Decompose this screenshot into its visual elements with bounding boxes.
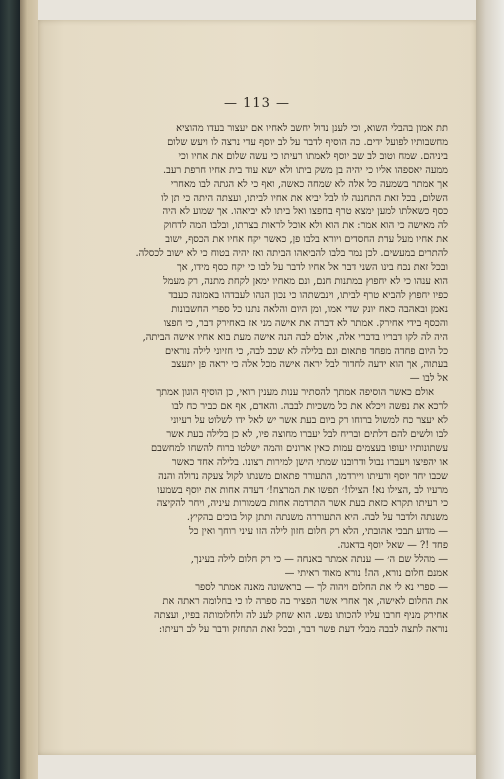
text-line: אך אמתר בשמעה כל אלה לא שמחה כאשה, ואף כי לא הגתה לבו מאחרי xyxy=(170,178,448,190)
body-text xyxy=(68,122,448,637)
page-sheet xyxy=(38,20,476,755)
text-line: — מהלל שם ה׳ — ענתה אמתר באנחה — כי רק חלום לילה בעינך, xyxy=(190,554,448,566)
text-line: בעתוה, אך הוא ידעה לחדור לבל יראה אישה מכל אלה כי יראה פן יתעצב xyxy=(171,359,448,371)
text-line: או יהפיצו ויעברו נבול ודרובנו שמתי הישן למירות רצונו. בלילה אחד כאשר xyxy=(171,456,448,468)
page-number: — 113 — xyxy=(223,96,291,111)
text-line: היה לה לקו דבריו בדברי אלה, אולם לבה הנה אישה מעת בוא אחיו אישה הביתה, xyxy=(142,331,448,343)
text-line: — מדוע תבכי אהובתי, הלא רק חלום חזון לילה הזו עיני רוחך ואין כל xyxy=(189,526,448,538)
text-line: מחשבותיו לפועל ידים. כה הוסיף לדבר על לב יוסף עדי נרצה לו ויעש שלום xyxy=(167,136,448,148)
text-line: השלום, בכל זאת התחננה לו לבל יביא את אחיו לביתו, ועצתה היתה כי תן לו xyxy=(161,192,448,204)
text-line: תת אמון בהבלי השוא, וכי לענן נדול יחשב לאחיו אם יעצור בעדו מהוציא xyxy=(176,123,448,134)
text-line: נוראה לתצה לבבה מבלי דעת פשר דבר, ובכל זאת התחזק ודבר על לב רעיתו: xyxy=(158,623,448,635)
text-line: כסף כשאלתו למען ימצא טרף בחפצו ואל ביתו לא יביאהו. אך שמוע לא היה xyxy=(162,206,448,218)
text-line: את החלום לאישה, אך אחרי אשר הפציר בה ספרה לו כי בחלומה ראתה את xyxy=(162,595,448,607)
page-gutter xyxy=(20,0,38,779)
text-line: כל היום פחדה מפחד פתאום ונם בלילה לא שכב לבה, כי חזיוני לילה נוראים xyxy=(164,345,448,357)
text-line: ובכל זאת נכח בינו השני דבר אל אחיו לדבר על לבו כי יקח כסף מידו, אך xyxy=(176,262,448,274)
text-line: אל לבו — xyxy=(409,373,448,385)
text-line: — ספרי נא לי את החלום ויהוה לך — בראשונה מאנה אמתר לספר xyxy=(195,581,448,593)
text-line: מרעיו לב ,הצילו נא! הצילו!׳ תפשו את המרצח!׳ דעדה אחות את יוסף בשמעו xyxy=(157,484,448,496)
text-line: ממעה יאספהו אליו כי יהיה בן משק ביתו ולא ישא עוד בית אחיו חרפת רעב. xyxy=(162,164,448,176)
text-line: להתרים במעשים. לכן נמר בלבו להביאהו הביתה ואז יהיה בטוח כי לא ישוב לכסלה. xyxy=(135,248,448,260)
text-line: ביניהם. שמח וטוב לב שב יוסף לאמתו רעיתו כי עשה שלום את אחיו וכי xyxy=(178,150,448,162)
text-line: והכסף בידי אחירק. אמתר לא דברה את אישה מני אז באחירק דבר, כי חפצו xyxy=(163,317,448,329)
page-edge xyxy=(476,0,504,779)
text-line: כי רעיתו תקרא כזאת בעת אשר התרדמה אחות בשמורות עיניה, ויחר להקיצה xyxy=(156,498,448,510)
text-line: אמנם חלום נורא, הה! נורא מאוד ראיתי — xyxy=(284,568,448,579)
text-line: פחד !? — שאל יוסף בדאגה. xyxy=(337,540,448,552)
text-line: אולם כאשר הוסיפה אמתך להסתיר ענות מענין רואי, כן הוסיף הוגון אמתך xyxy=(156,387,434,399)
text-line: לא יעצר כח למשול ברוחו רק ביום בעת אשר יש לאל ידו לשלוט על רעיוני xyxy=(170,415,448,427)
text-line: נאמן ובאהבה כאח יונק שדי אמו, ומן היום והלאה נתנו כל ספרי החשבונות xyxy=(171,303,448,315)
text-line: לה מאישה כי הוא אמר: את הוא ולא אוכל לראות בצרתו, ובלבו המה לדחוק xyxy=(163,220,448,232)
text-line: לרכא את נפשה ויכלא את כל משכיות לבבה. והאדם, אף אם כביר כח לבו xyxy=(171,401,448,413)
book-binding xyxy=(0,0,20,779)
text-line: הוא ענהו כי לא יחפוץ במתנות חנם, ונם מאחיו ימאן לקחת מתנה, רק מעמל xyxy=(163,275,448,287)
text-line: משנתה ולדבר על לבה. היא התעוררה משנתה ותתן קול בוכים בהקיץ. xyxy=(186,512,448,524)
text-line: כפיו יחפוץ להביא טרף לביתו, וינבשתהו כי נכון הנהו לעבדהו באמונה כעבד xyxy=(168,289,448,301)
text-line: את אחיו מעל עדת החסדים ויורא בלבו פן, כאשר יקח אחיו את הכסף, ישוב xyxy=(165,234,448,246)
text-line: עשתונותיו יעופו בעצמים עמות כאין ארונים והמה ישלטו ברוח להשחו למחשבם xyxy=(151,442,448,454)
text-line: שכבו יחד יוסף ורעיתו ויירדמו, התעורר פתאום משנתו לקול צעקה נדולה והנה xyxy=(158,470,448,482)
text-line: לבו ולשים להם דלתים ובריח לבל יעברו מחוצה פיו, לא כן בלילה בעת אשר xyxy=(166,428,448,440)
text-line: אחירק מניף חרבו עליו להכותו נפש. הוא שחק לענ לה ולחלומותה בפיו, ועצתה xyxy=(154,609,448,621)
